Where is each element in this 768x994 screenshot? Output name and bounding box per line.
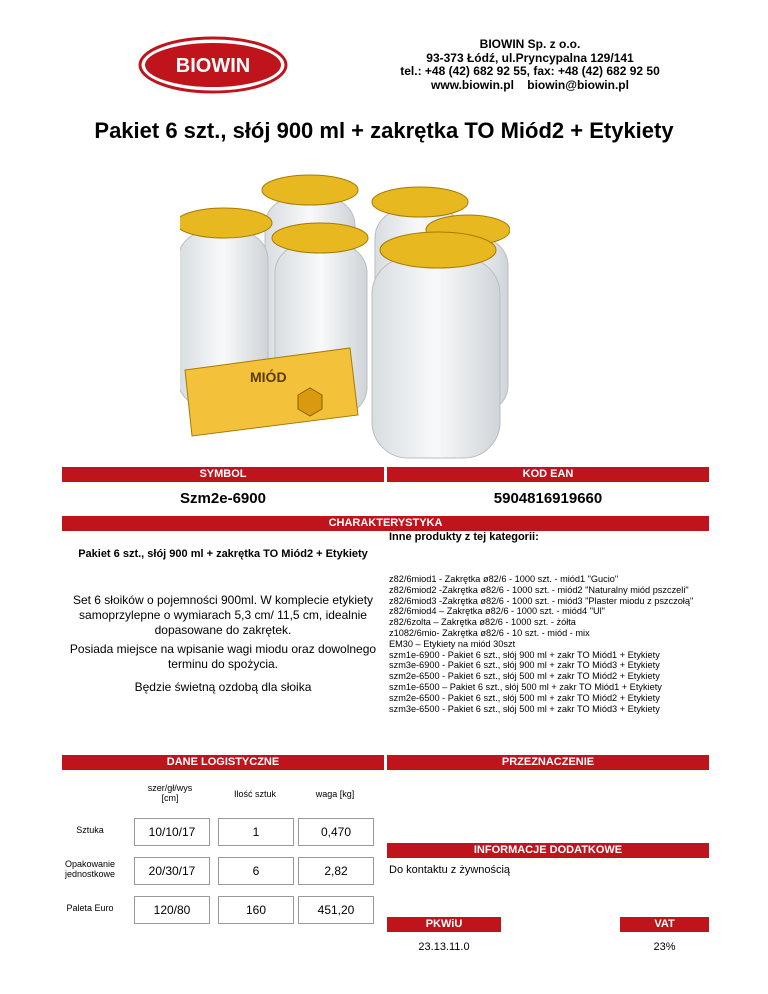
characteristics-header: CHARAKTERYSTYKA	[62, 516, 709, 531]
column-header-dims: szer/gł/wys [cm]	[147, 783, 193, 803]
company-phone: tel.: +48 (42) 682 92 55, fax: +48 (42) 682 92 50	[400, 64, 660, 78]
jar-front	[372, 232, 500, 458]
row-label-pallet: Paleta Euro	[66, 903, 114, 913]
related-item[interactable]: z1082/6mio- Zakrętka ø82/6 - 10 szt. - miód - mix	[389, 627, 590, 638]
logistics-header: DANE LOGISTYCZNE	[62, 755, 384, 770]
related-list	[389, 574, 709, 714]
cell-qty: 6	[218, 857, 294, 885]
company-web-link[interactable]: www.biowin.pl	[431, 77, 514, 92]
company-address: 93-373 Łódź, ul.Pryncypalna 129/141	[426, 50, 634, 65]
cell-dims: 10/10/17	[134, 818, 210, 846]
cell-dims: 20/30/17	[134, 857, 210, 885]
additional-info-text: Do kontaktu z żywnością	[389, 864, 511, 876]
page-title: Pakiet 6 szt., słój 900 ml + zakrętka TO Miód2 + Etykiety	[94, 118, 674, 143]
related-item[interactable]: z82/6miod2 -Zakrętka ø82/6 - 1000 szt. - miód2 "Naturalny miód pszczeli"	[389, 584, 689, 595]
symbol-value: Szm2e-6900	[180, 490, 266, 507]
related-item[interactable]: z82/6zolta – Zakrętka ø82/6 - 1000 szt. - żółta	[389, 617, 576, 628]
column-header-qty: Ilość sztuk	[233, 789, 276, 799]
row-label-unit-package: Opakowanie jednostkowe	[64, 859, 116, 879]
related-item[interactable]: szm1e-6500 – Pakiet 6 szt., słój 500 ml + zakr TO Miód1 + Etykiety	[389, 681, 662, 692]
cell-weight: 2,82	[298, 857, 374, 885]
logo	[138, 36, 288, 94]
svg-text:BIOWIN: BIOWIN	[175, 55, 251, 77]
related-item[interactable]: EM30 – Etykiety na miód 30szt	[389, 638, 516, 649]
product-image	[180, 170, 510, 460]
related-item[interactable]: szm2e-6500 - Pakiet 6 szt., słój 500 ml + zakr TO Miód2 + Etykiety	[389, 671, 660, 682]
related-item[interactable]: szm3e-6500 - Pakiet 6 szt., słój 500 ml + zakr TO Miód3 + Etykiety	[389, 703, 660, 714]
related-item[interactable]: z82/6miod1 - Zakrętka ø82/6 - 1000 szt. - miód1 "Gucio"	[389, 574, 619, 584]
cell-weight: 451,20	[298, 896, 374, 924]
cell-qty: 160	[218, 896, 294, 924]
cell-dims: 120/80	[134, 896, 210, 924]
row-label-piece: Sztuka	[76, 825, 104, 835]
ean-value: 5904816919660	[493, 490, 603, 507]
description-1: Set 6 słoików o pojemności 900ml. W komplecie etykiety samoprzylepne o wymiarach 5,3 cm/ 11,5 cm, idealnie dopasowane do zakrętek.	[72, 593, 374, 637]
related-heading: Inne produkty z tej kategorii:	[389, 531, 539, 543]
company-email-link[interactable]: biowin@biowin.pl	[527, 77, 629, 92]
product-name: Pakiet 6 szt., słój 900 ml + zakrętka TO Miód2 + Etykiety	[78, 548, 368, 560]
column-header-weight: waga [kg]	[315, 789, 355, 799]
related-item[interactable]: szm2e-6500 - Pakiet 6 szt., słój 500 ml + zakr TO Miód2 + Etykiety	[389, 692, 660, 703]
pkwiu-value: 23.13.11.0	[418, 941, 470, 953]
description-3: Będzie świetną ozdobą dla słoika	[134, 680, 312, 694]
company-contact	[380, 38, 680, 92]
svg-text:MIÓD: MIÓD	[250, 369, 287, 385]
vat-header: VAT	[620, 917, 709, 932]
vat-value: 23%	[653, 941, 676, 953]
cell-qty: 1	[218, 818, 294, 846]
ean-header: KOD EAN	[387, 467, 709, 482]
related-item[interactable]: z82/6miod3 -Zakrętka ø82/6 - 1000 szt. - miód3 "Plaster miodu z pszczołą"	[389, 595, 694, 606]
description-2: Posiada miejsce na wpisanie wagi miodu oraz dowolnego terminu do spożycia.	[69, 642, 377, 671]
company-name: BIOWIN Sp. z o.o.	[479, 37, 581, 51]
additional-info-header: INFORMACJE DODATKOWE	[387, 843, 709, 858]
related-item[interactable]: z82/6miod4 – Zakrętka ø82/6 - 1000 szt. - miód4 "Ul"	[389, 606, 605, 617]
cell-weight: 0,470	[298, 818, 374, 846]
pkwiu-header: PKWiU	[387, 917, 501, 932]
related-item[interactable]: szm1e-6900 - Pakiet 6 szt., słój 900 ml + zakr TO Miód1 + Etykiety	[389, 649, 660, 660]
related-item[interactable]: szm3e-6900 - Pakiet 6 szt., słój 900 ml + zakr TO Miód3 + Etykiety	[389, 660, 660, 671]
purpose-header: PRZEZNACZENIE	[387, 755, 709, 770]
symbol-header: SYMBOL	[62, 467, 384, 482]
